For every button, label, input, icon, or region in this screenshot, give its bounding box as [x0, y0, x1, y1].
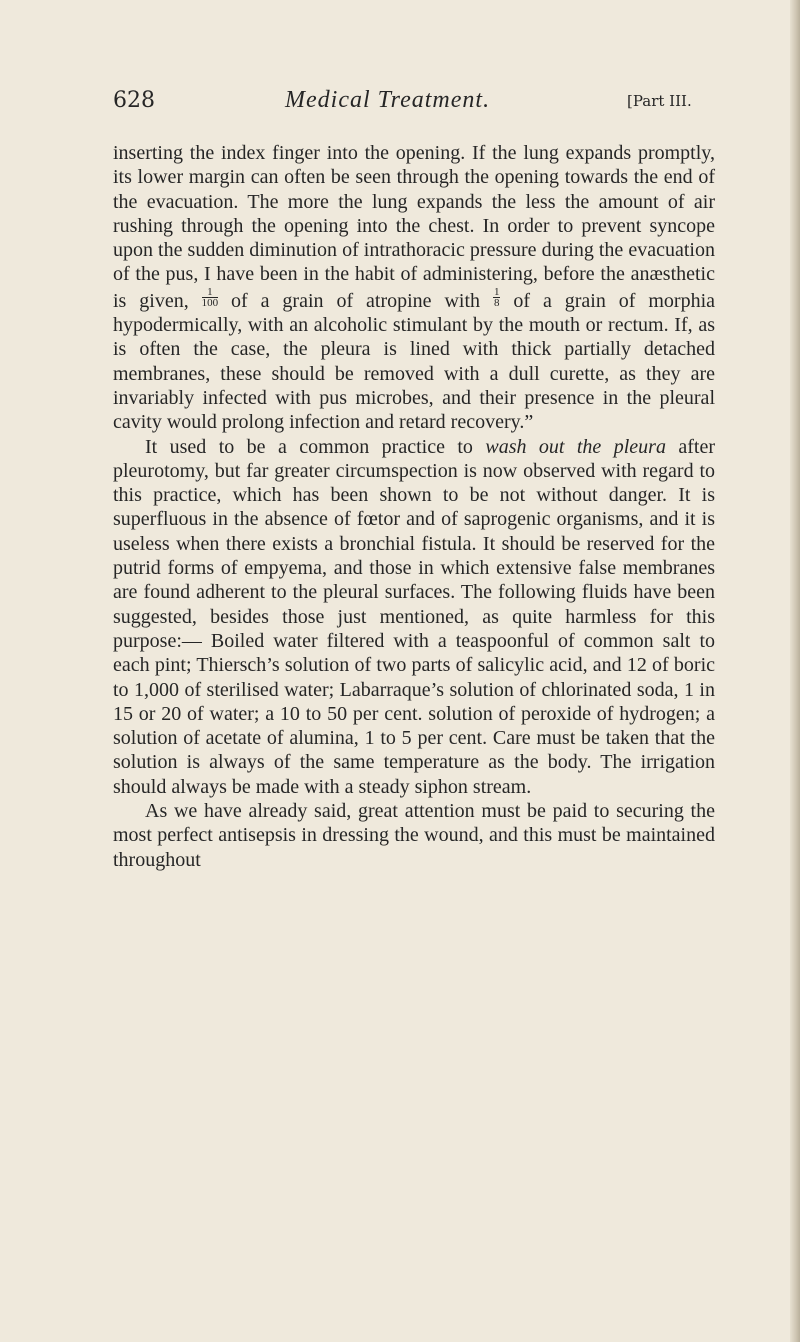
- fraction-one-hundredth: $\frac{1}{100}$: [201, 285, 219, 309]
- running-head: Medical Treatment.: [285, 87, 491, 113]
- emphasis-wash-out: wash out the pleura: [485, 435, 666, 458]
- page-edge-shadow: [790, 0, 800, 1342]
- body-text: [113, 141, 715, 872]
- page-number: 628: [113, 88, 155, 113]
- part-label: [Part III.: [627, 92, 692, 110]
- page-header: [113, 88, 713, 118]
- paragraph-1: inserting the index finger into the opening. If the lung expands promptly, its lower margin can often be seen through the opening towards the end of the evacuation. The more the lung expands the less the amount of air rushing through the opening into the chest. In order to prevent syncope upon the sudden diminution of intrathoracic pressure during the evacuation of the pus, I have been in the habit of administering, before the anæsthetic is given, $\frac{1}{100}$ of a grain of atropine with $\frac{1}{8}$ of a grain of morphia hypodermically, with an alcoholic stimulant by the mouth or rectum. If, as is often the case, the pleura is lined with thick partially detached membranes, these should be removed with a dull curette, as they are invariably infected with pus microbes, and their presence in the pleural cavity would prolong infection and retard recovery.”: [113, 142, 715, 434]
- paragraph-2: It used to be a common practice to wash out the pleura after pleurotomy, but far greater circumspection is now observed with regard to this practice, which has been shown to be not without danger. It is superfluous in the absence of fœtor and of saprogenic organisms, and it is useless when there exists a bronchial fistula. It should be reserved for the putrid forms of empyema, and those in which extensive false membranes are found adherent to the pleural surfaces. The following fluids have been suggested, besides those just mentioned, as quite harmless for this purpose:— Boiled water filtered with a teaspoonful of common salt to each pint; Thiersch’s solution of two parts of salicylic acid, and 12 of boric to 1,000 of sterilised water; Labarraque’s solution of chlorinated soda, 1 in 15 or 20 of water; a 10 to 50 per cent. solution of peroxide of hydrogen; a solution of acetate of alumina, 1 to 5 per cent. Care must be taken that the solution is always of the same temperature as the body. The irrigation should always be made with a steady siphon stream.: [113, 435, 716, 798]
- fraction-one-eighth: $\frac{1}{8}$: [493, 285, 500, 309]
- paragraph-3: As we have already said, great attention must be paid to securing the most perfect antisepsis in dressing the wound, and this must be maintained throughout: [113, 800, 715, 871]
